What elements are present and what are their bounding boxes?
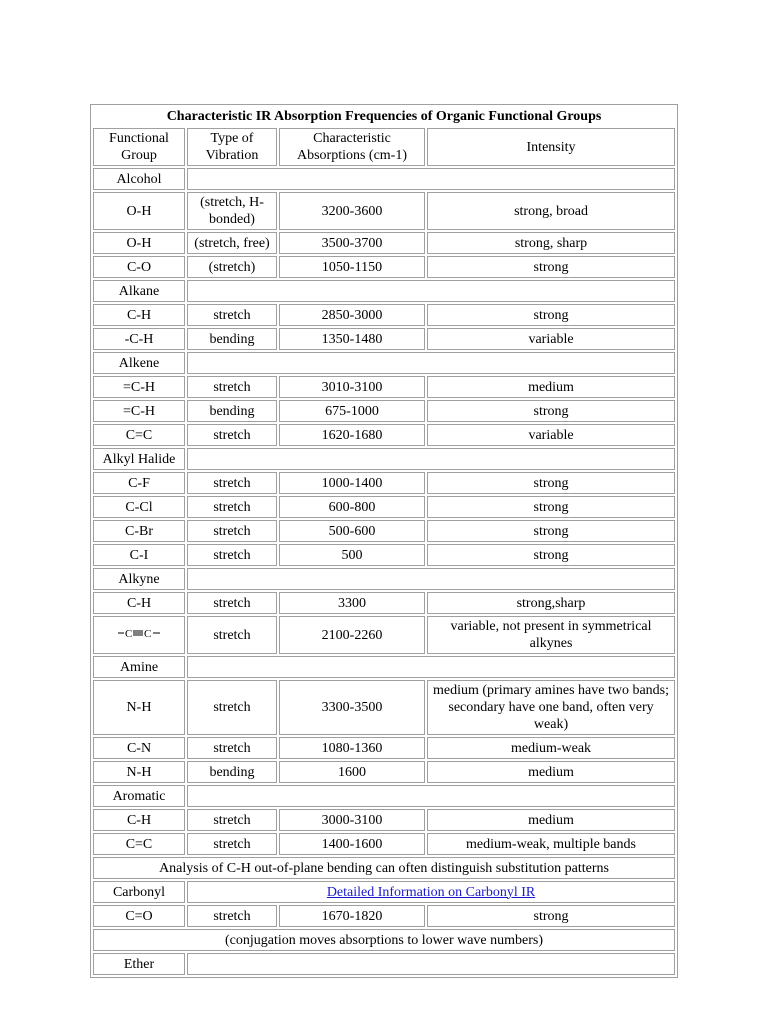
vibration-cell: (stretch) — [187, 256, 277, 278]
vibration-cell: stretch — [187, 544, 277, 566]
group-name-alkene: Alkene — [93, 352, 185, 374]
range-cell: 3300 — [279, 592, 425, 614]
range-cell: 3000-3100 — [279, 809, 425, 831]
group-name-alkane: Alkane — [93, 280, 185, 302]
table-row — [93, 680, 675, 735]
bond-cell: C-O — [93, 256, 185, 278]
carbonyl-link-cell — [187, 881, 675, 903]
bond-cell: C-F — [93, 472, 185, 494]
bond-cell: C-H — [93, 592, 185, 614]
group-name-alkyne: Alkyne — [93, 568, 185, 590]
group-name-alkyl-halide: Alkyl Halide — [93, 448, 185, 470]
carbonyl-ir-link[interactable]: Detailed Information on Carbonyl IR — [326, 884, 536, 900]
table-row — [93, 833, 675, 855]
intensity-cell: medium — [427, 376, 675, 398]
range-cell: 600-800 — [279, 496, 425, 518]
intensity-cell: strong — [427, 520, 675, 542]
intensity-cell: strong — [427, 496, 675, 518]
svg-text:C: C — [125, 627, 132, 640]
intensity-cell: medium — [427, 809, 675, 831]
intensity-cell: strong — [427, 905, 675, 927]
bond-cell: C=C — [93, 833, 185, 855]
group-empty-cell — [187, 785, 675, 807]
range-cell: 500 — [279, 544, 425, 566]
vibration-cell: bending — [187, 761, 277, 783]
table-row — [93, 472, 675, 494]
bond-cell: C-I — [93, 544, 185, 566]
intensity-cell: strong — [427, 544, 675, 566]
intensity-cell: medium-weak — [427, 737, 675, 759]
range-cell: 1080-1360 — [279, 737, 425, 759]
range-cell: 675-1000 — [279, 400, 425, 422]
table-row — [93, 592, 675, 614]
vibration-cell: (stretch, free) — [187, 232, 277, 254]
vibration-cell: (stretch, H-bonded) — [187, 192, 277, 230]
range-cell: 1050-1150 — [279, 256, 425, 278]
aromatic-note: Analysis of C-H out-of-plane bending can often distinguish substitution patterns — [93, 857, 675, 879]
vibration-cell: stretch — [187, 496, 277, 518]
ir-absorption-table — [90, 104, 678, 978]
group-name-carbonyl: Carbonyl — [93, 881, 185, 903]
range-cell: 1000-1400 — [279, 472, 425, 494]
bond-cell: C-N — [93, 737, 185, 759]
group-name-amine: Amine — [93, 656, 185, 678]
header-characteristic-absorptions: Characteristic Absorptions (cm-1) — [279, 128, 425, 166]
intensity-cell: strong — [427, 304, 675, 326]
bond-cell: C-Cl — [93, 496, 185, 518]
vibration-cell: stretch — [187, 737, 277, 759]
table-row — [93, 809, 675, 831]
group-empty-cell — [187, 656, 675, 678]
vibration-cell: stretch — [187, 616, 277, 654]
bond-cell: O-H — [93, 232, 185, 254]
vibration-cell: bending — [187, 328, 277, 350]
intensity-cell: strong — [427, 256, 675, 278]
vibration-cell: stretch — [187, 809, 277, 831]
table-row — [93, 328, 675, 350]
vibration-cell: stretch — [187, 376, 277, 398]
bond-cell: C-H — [93, 304, 185, 326]
range-cell: 3010-3100 — [279, 376, 425, 398]
group-empty-cell — [187, 168, 675, 190]
vibration-cell: stretch — [187, 833, 277, 855]
table-caption: Characteristic IR Absorption Frequencies of Organic Functional Groups — [166, 109, 602, 124]
bond-cell: =C-H — [93, 376, 185, 398]
vibration-cell: stretch — [187, 472, 277, 494]
bond-cell: N-H — [93, 680, 185, 735]
bond-cell: O-H — [93, 192, 185, 230]
carbon-carbon-triple-bond-icon — [117, 626, 161, 640]
header-intensity: Intensity — [427, 128, 675, 166]
intensity-cell: strong — [427, 400, 675, 422]
table-row — [93, 376, 675, 398]
range-cell: 1400-1600 — [279, 833, 425, 855]
range-cell: 1350-1480 — [279, 328, 425, 350]
group-empty-cell — [187, 448, 675, 470]
table-row — [93, 400, 675, 422]
table-row — [93, 761, 675, 783]
group-name-aromatic: Aromatic — [93, 785, 185, 807]
range-cell: 2100-2260 — [279, 616, 425, 654]
vibration-cell: stretch — [187, 424, 277, 446]
table-row — [93, 905, 675, 927]
intensity-cell: strong,sharp — [427, 592, 675, 614]
bond-cell: C=O — [93, 905, 185, 927]
range-cell: 1620-1680 — [279, 424, 425, 446]
group-empty-cell — [187, 352, 675, 374]
bond-cell: C=C — [93, 424, 185, 446]
group-empty-cell — [187, 280, 675, 302]
group-name-ether: Ether — [93, 953, 185, 975]
range-cell: 3300-3500 — [279, 680, 425, 735]
bond-cell — [93, 616, 185, 654]
table-row — [93, 544, 675, 566]
table-row — [93, 616, 675, 654]
range-cell: 500-600 — [279, 520, 425, 542]
intensity-cell: variable — [427, 328, 675, 350]
vibration-cell: bending — [187, 400, 277, 422]
table-row — [93, 496, 675, 518]
vibration-cell: stretch — [187, 905, 277, 927]
intensity-cell: strong — [427, 472, 675, 494]
intensity-cell: variable — [427, 424, 675, 446]
vibration-cell: stretch — [187, 680, 277, 735]
bond-cell: -C-H — [93, 328, 185, 350]
intensity-cell: strong, sharp — [427, 232, 675, 254]
table-row — [93, 256, 675, 278]
intensity-cell: medium — [427, 761, 675, 783]
group-empty-cell — [187, 953, 675, 975]
range-cell: 3500-3700 — [279, 232, 425, 254]
range-cell: 1600 — [279, 761, 425, 783]
range-cell: 3200-3600 — [279, 192, 425, 230]
intensity-cell: medium-weak, multiple bands — [427, 833, 675, 855]
vibration-cell: stretch — [187, 304, 277, 326]
group-name-alcohol: Alcohol — [93, 168, 185, 190]
table-row — [93, 737, 675, 759]
svg-text:C: C — [144, 627, 151, 640]
group-empty-cell — [187, 568, 675, 590]
intensity-cell: strong, broad — [427, 192, 675, 230]
bond-cell: =C-H — [93, 400, 185, 422]
bond-cell: C-Br — [93, 520, 185, 542]
table-row — [93, 304, 675, 326]
vibration-cell: stretch — [187, 520, 277, 542]
table-row — [93, 192, 675, 230]
range-cell: 2850-3000 — [279, 304, 425, 326]
range-cell: 1670-1820 — [279, 905, 425, 927]
intensity-cell: variable, not present in symmetrical alkynes — [427, 616, 675, 654]
bond-cell: N-H — [93, 761, 185, 783]
bond-cell: C-H — [93, 809, 185, 831]
vibration-cell: stretch — [187, 592, 277, 614]
carbonyl-note: (conjugation moves absorptions to lower wave numbers) — [93, 929, 675, 951]
table-row — [93, 424, 675, 446]
table-row — [93, 520, 675, 542]
header-type-of-vibration: Type of Vibration — [187, 128, 277, 166]
table-row — [93, 232, 675, 254]
intensity-cell: medium (primary amines have two bands; secondary have one band, often very weak) — [427, 680, 675, 735]
header-functional-group: Functional Group — [93, 128, 185, 166]
